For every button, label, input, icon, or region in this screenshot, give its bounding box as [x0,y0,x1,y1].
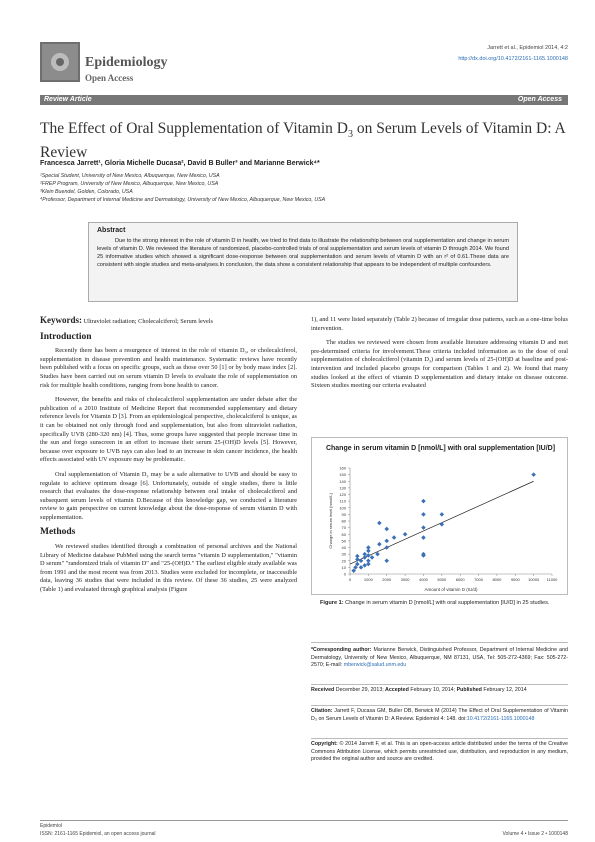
x-tick-label: 7000 [474,577,483,582]
y-tick-label: 20 [341,558,346,564]
y-tick-label: 60 [341,531,346,537]
citation-doi-link[interactable]: 10.4172/2161-1165.1000148 [466,715,535,722]
methods-heading: Methods [40,527,76,538]
y-tick-label: 130 [339,485,346,491]
x-tick-label: 2000 [382,577,392,582]
data-point [421,512,426,517]
data-point [359,565,364,570]
data-point [370,555,375,560]
abstract-text: Due to the strong interest in the role of vitamin D in health, we tried to find data to illustrate the relationship between oral supplementation and change in serum levels of vitamin D. We reviewed the literature of randomized, placebo-controlled trials of oral supplementation and serum levels of vitamin D through 2014. We found 25 informative studies which showed a significant dose-response between oral supplementation and serum levels of vitamin D with an r² of 0.61.These data are consistent with single studies and meta-analyses.In conclusion, the data show a consistent relationship that appears to be independent of multiple confounders. [97,238,509,268]
affiliation: ²FREP Program, University of New Mexico, Albuquerque, New Mexico, USA [40,181,219,187]
data-point [440,522,445,527]
footer-divider [40,820,568,821]
paragraph: Oral supplementation of Vitamin D₃ may be a safe alternative to UVB and should be easy to regulate to achieve optimum dosage [6]. Unfortunately, outside of single studies, there is little research that evaluates the dose-response relationship between oral intake of cholecalciferol and subsequent serum levels of vitamin D.Because of this knowledge gap, we conducted a literature review to gain perspective on current knowledge about the dose-response of serum vitamin D with supplementation. [40,470,297,521]
footer-journal: Epidemiol [40,823,62,829]
x-tick-label: 8000 [492,577,502,582]
data-point [366,545,371,550]
footer-issn: ISSN: 2161-1165 Epidemiol, an open access journal [40,831,156,837]
x-axis-label: Amount of vitamin D (IU/d) [424,587,478,592]
x-tick-label: 10000 [528,577,540,582]
y-tick-label: 140 [339,478,346,484]
citation: Citation: Jarrett F, Ducasa GM, Buller DB, Berwick M (2014) The Effect of Oral Supplementation of Vitamin D₃ on Serum Levels of Vitamin D: A Review. Epidemiol 4: 148. doi:10.4172/2161-1165.1000148 [311,708,568,722]
data-point [392,535,397,540]
data-point [366,558,371,563]
x-tick-label: 6000 [455,577,465,582]
header-doi-link[interactable]: http://dx.doi.org/10.4172/2161-1165.1000148 [458,56,568,62]
y-tick-label: 30 [341,551,346,557]
figure-caption: Figure 1: Change in serum vitamin D [nmol/L] with oral supplementation [IU/D] in 25 studies. [320,600,550,606]
left-column [40,316,297,601]
footer-volume: Volume 4 • Issue 2 • 1000148 [502,831,568,837]
y-axis-label: Change in serum level [nmol/L] [328,493,333,549]
y-tick-label: 0 [343,571,346,577]
email-link[interactable]: mberwick@salud.unm.edu [343,662,407,669]
article-title: The Effect of Oral Supplementation of Vitamin $D_3$ on Serum Levels of Vitamin D: A Review [40,120,565,162]
divider [311,705,568,706]
affiliation: ¹Special Student, University of New Mexico, Albuquerque, New Mexico, USA [40,173,220,179]
y-tick-label: 90 [341,511,346,517]
y-tick-label: 10 [341,564,346,570]
y-tick-label: 150 [339,472,346,478]
scatter-plot [312,438,569,596]
divider [311,684,568,685]
dates: Received December 29, 2013; Accepted February 10, 2014; Published February 12, 2014 [311,687,527,693]
data-point [362,563,367,568]
x-tick-label: 3000 [400,577,410,582]
data-point [366,553,371,558]
author-list: Francesca Jarrett¹, Gloria Michelle Ducasa², David B Buller³ and Marianne Berwick⁴* [40,160,320,167]
data-point [384,545,389,550]
data-point [377,542,382,547]
x-tick-label: 11000 [546,577,558,582]
chart-title: Change in serum vitamin D [nmol/L] with oral supplementation [IU/D] [325,445,556,452]
corresponding-author: *Corresponding author: Marianne Berwick, Distinguished Professor, Department of Internal Medicine and Dermatology, University of New Mexico, Albuquerque, NM 87131, USA, Tel: 505-272-4369; Fax: 505-272-2570; E-mail: mberwick@salud.unm.edu [311,647,568,669]
paragraph: However, the benefits and risks of cholecalciferol supplementation are under debate after the publication of a 2010 Institute of Medicine Report that recommended supplementary and dietary reference levels for Vitamin D [3]. From an epidemiological perspective, cholecalciferol is unique, as it can be obtained not only through food and supplementation, but also from ultraviolet radiation, specifically UVB (280-320 nm) [4]. Thus, some groups have suggested that people increase time in the sun and forgo sunscreen in an effort to increase their serum 25-(OH)D levels [5]. However, because over exposure to UVB rays can also lead to an increase in skin cancer incidence, the health effects associated with UV exposure may be problematic. [40,396,297,464]
paragraph: We reviewed studies identified through a combination of personal archives and the National Library of Medicine database PubMed using the search terms "vitamin D supplementation," "vitamin D serum" "randomized trials of vitamin D" and "25-(OH)D." The earliest eligible study available was from 1991 and the most recent was from 2013. Studies were excluded for incomplete, or inaccessible data, leaving 36 studies that were included in this review. Of these 36 studies, 25 were analyzed (Table 1) and evaluated through graphical analysis (Figure [40,543,297,594]
data-point [377,521,382,526]
x-tick-label: 4000 [419,577,428,582]
figure-1-chart [311,437,568,595]
introduction-heading: Introduction [40,331,92,342]
data-point [403,532,408,537]
journal-access: Open Access [85,73,134,83]
divider [311,738,568,739]
paragraph: 1), and 11 were listed separately (Table 2) because of irregular dose patterns, such as a one-time bolus intervention. [311,316,568,332]
y-tick-label: 100 [339,505,346,511]
divider [311,642,568,643]
access-label: Open Access [517,96,562,103]
data-point [384,527,389,532]
header-citation: Jarrett et al., Epidemiol 2014, 4:2 [487,45,568,51]
affiliation: ³Klein Buendel, Golden, Colorado, USA [40,189,133,195]
y-tick-label: 50 [341,538,346,544]
data-point [440,512,445,517]
article-type-bar [40,95,568,105]
data-point [421,525,426,530]
abstract-box [88,222,518,302]
affiliation: ⁴Professor, Department of Internal Medicine and Dermatology, University of New Mexico, Albuquerque, New Mexico, USA [40,197,326,203]
y-tick-label: 70 [341,525,346,531]
data-point [384,558,389,563]
x-tick-label: 0 [348,577,352,582]
data-point [421,499,426,504]
paragraph: The studies we reviewed were chosen from available literature addressing vitamin D and met pre-determined criteria for involvement.These criteria included information as to the dose of oral supplementation of cholecalciferol (vitamin D₃) and serum levels of 25-(OH)D at baseline and post-intervention and included placebo groups for comparison (Tables 1 and 2). We found that many studies looked at the effect of vitamin D supplementation and dietary intake on disease outcome. Sixteen studies meeting our criteria evaluated [311,339,568,390]
y-tick-label: 40 [341,545,346,550]
y-tick-label: 80 [341,518,346,524]
data-point [362,552,367,557]
y-tick-label: 160 [339,465,346,471]
data-point [384,539,389,544]
y-tick-label: 120 [339,492,346,497]
data-point [421,535,426,540]
data-point [355,554,360,559]
journal-logo-icon [40,42,80,82]
keywords: Keywords: Ultraviolet radiation; Cholecalciferol; Serum levels [40,315,213,325]
data-point [531,472,536,477]
x-tick-label: 5000 [437,577,447,582]
copyright: Copyright: © 2014 Jarrett F, et al. This is an open-access article distributed under the terms of the Creative Commons Attribution License, which permits unrestricted use, distribution, and reproduction in any medium, provided the original author and source are credited. [311,741,568,763]
y-tick-label: 110 [339,498,346,504]
right-column [311,316,568,397]
x-tick-label: 1000 [363,577,373,582]
journal-name: Epidemiology [85,55,168,70]
abstract-heading: Abstract [97,227,126,234]
article-type: Review Article [44,96,92,103]
x-tick-label: 9000 [510,577,520,582]
paragraph: Recently there has been a resurgence of interest in the role of vitamin D₃, or cholecalciferol, supplementation in disease prevention and health maintenance. Systematic reviews have recently been published with a focus on specific groups, such as those over 50 [1] or by body mass index [2]. Studies have been carried out on serum vitamin D levels to evaluate the role of supplementation on risk for multiple health conditions, ranging from bone health to cancer. [40,347,297,389]
data-point [359,558,364,563]
